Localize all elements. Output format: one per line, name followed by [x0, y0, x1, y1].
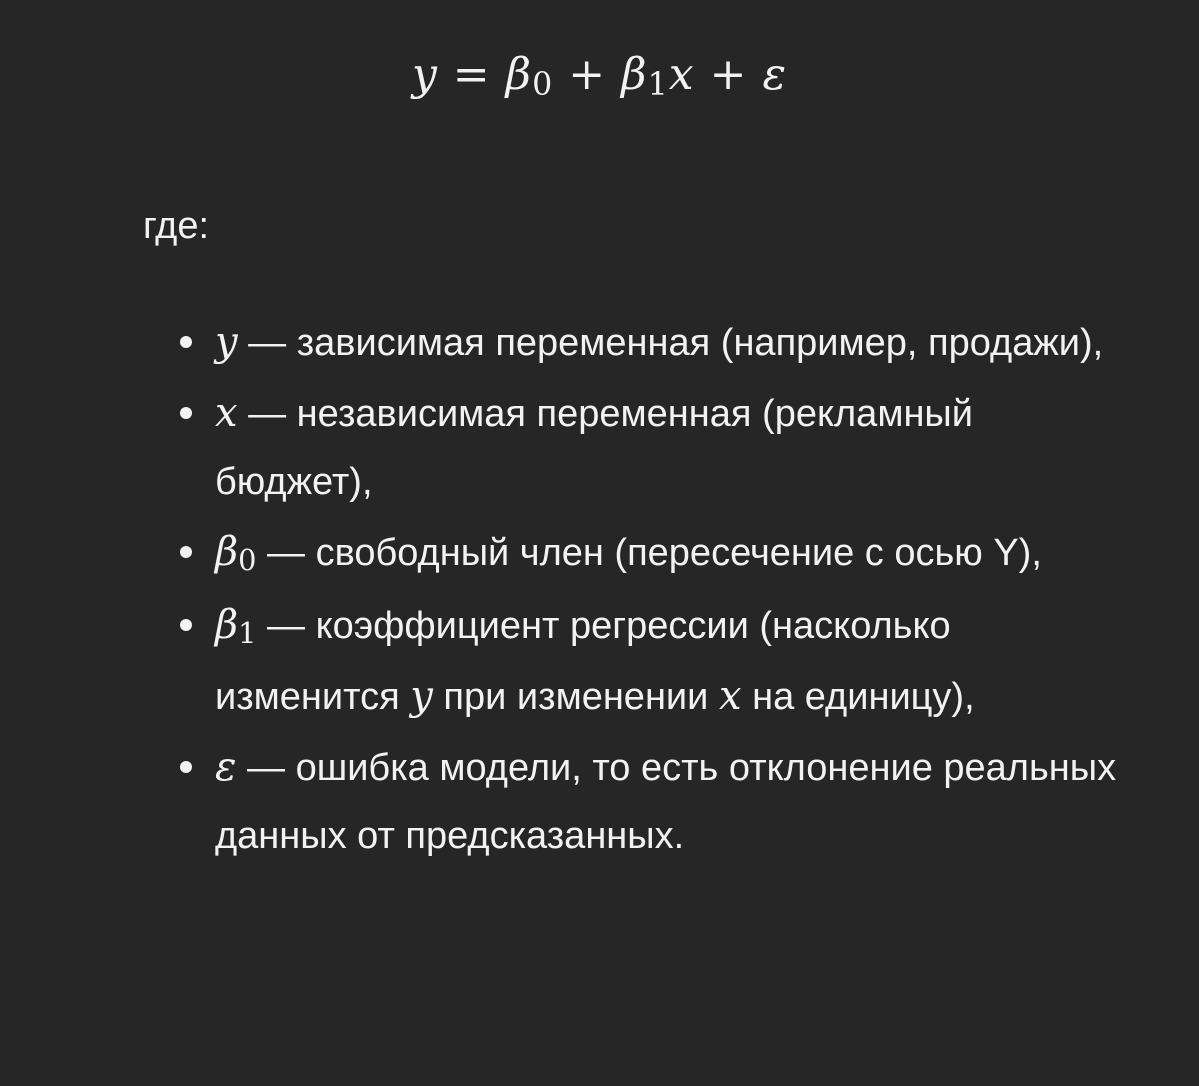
formula-equals: = — [452, 49, 491, 100]
term-description: — зависимая переменная (например, продажи), — [248, 322, 1104, 364]
formula-y: y — [411, 49, 438, 100]
terms-list — [0, 308, 1199, 872]
term-description-start: — коэффициент регрессии (насколько изменится — [215, 605, 951, 718]
term-description: — ошибка модели, то есть отклонение реальных данных от предсказанных. — [215, 747, 1117, 857]
term-description-mid: при изменении — [443, 676, 709, 718]
list-item — [0, 591, 1199, 731]
inline-symbol-x: x — [718, 673, 742, 719]
term-symbol: β0 — [215, 529, 257, 578]
formula-x: x — [668, 49, 695, 100]
bullet-icon — [180, 546, 192, 558]
term-symbol: ε — [215, 744, 237, 790]
bullet-icon — [180, 336, 192, 348]
list-item — [0, 733, 1199, 870]
intro-text: где: — [143, 205, 210, 247]
term-description: — независимая переменная (рекламный бюджет), — [215, 393, 973, 503]
regression-formula — [0, 40, 1199, 114]
term-description: — свободный член (пересечение с осью Y), — [267, 532, 1042, 574]
list-item — [0, 379, 1199, 516]
bullet-icon — [180, 407, 192, 419]
formula-beta0: β0 — [505, 49, 554, 103]
term-symbol: y — [215, 319, 238, 365]
term-symbol: x — [215, 390, 238, 436]
list-item — [0, 518, 1199, 589]
formula-epsilon: ε — [762, 49, 788, 100]
inline-symbol-y: y — [410, 673, 433, 719]
formula-plus-1: + — [568, 49, 607, 100]
term-symbol: β1 — [215, 602, 257, 651]
list-item — [0, 308, 1199, 377]
bullet-icon — [180, 761, 192, 773]
formula-plus-2: + — [709, 49, 748, 100]
term-description-end: на единицу), — [752, 676, 975, 718]
bullet-icon — [180, 619, 192, 631]
formula-beta1: β1 — [621, 49, 669, 103]
